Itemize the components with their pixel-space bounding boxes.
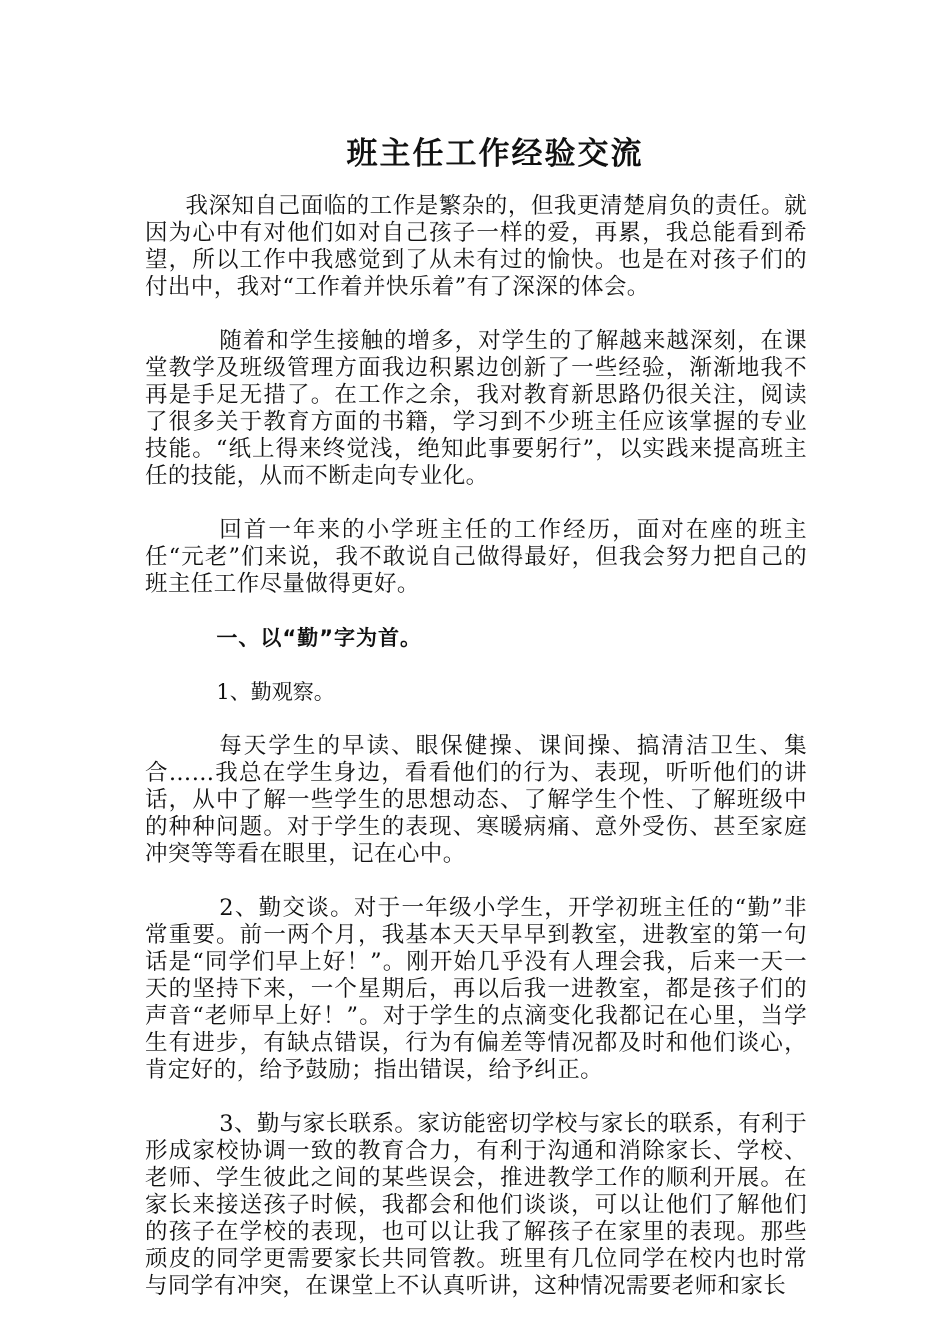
paragraph-talk: 2、勤交谈。对于一年级小学生，开学初班主任的“勤”非常重要。前一两个月，我基本天天早早到教室，进教室的第一句话是“同学们早上好！”。刚开始几乎没有人理会我，后来一天一天的坚持下来，一个星期后，再以后我一进教室，都是孩子们的声音“老师早上好！”。对于学生的点滴变化我都记在心里，当学生有进步，有缺点错误，行为有偏差等情况都及时和他们谈心，肯定好的，给予鼓励；指出错误，给予纠正。 (145, 895, 807, 1083)
paragraph-observe: 每天学生的早读、眼保健操、课间操、搞清洁卫生、集合……我总在学生身边，看看他们的行为、表现，听听他们的讲话，从中了解一些学生的思想动态、了解学生个性、了解班级中的种种问题。对于学生的表现、寒暖病痛、意外受伤、甚至家庭冲突等等看在眼里，记在心中。 (145, 733, 807, 867)
section-heading-diligence: 一、以“勤”字为首。 (216, 626, 422, 650)
paragraph-experience: 随着和学生接触的增多，对学生的了解越来越深刻，在课堂教学及班级管理方面我边积累边创新了一些经验，渐渐地我不再是手足无措了。在工作之余，我对教育新思路仍很关注，阅读了很多关于教育方面的书籍，学习到不少班主任应该掌握的专业技能。“纸上得来终觉浅，绝知此事要躬行”，以实践来提高班主任的技能，从而不断走向专业化。 (145, 328, 807, 489)
document-body (145, 193, 807, 1327)
paragraph-intro: 我深知自己面临的工作是繁杂的，但我更清楚肩负的责任。就因为心中有对他们如对自己孩子一样的爱，再累，我总能看到希望，所以工作中我感觉到了从未有过的愉快。也是在对孩子们的付出中，我对“工作着并快乐着”有了深深的体会。 (145, 193, 807, 300)
document-title: 班主任工作经验交流 (346, 136, 644, 172)
subheading-observe: 1、勤观察。 (216, 680, 335, 704)
paragraph-review: 回首一年来的小学班主任的工作经历，面对在座的班主任“元老”们来说，我不敢说自己做得最好，但我会努力把自己的班主任工作尽量做得更好。 (145, 517, 807, 597)
paragraph-parents: 3、勤与家长联系。家访能密切学校与家长的联系，有利于形成家校协调一致的教育合力，有利于沟通和消除家长、学校、老师、学生彼此之间的某些误会，推进教学工作的顺利开展。在家长来接送孩子时候，我都会和他们谈谈，可以让他们了解他们的孩子在学校的表现，也可以让我了解孩子在家里的表现。那些顽皮的同学更需要家长共同管教。班里有几位同学在校内也时常与同学有冲突，在课堂上不认真听讲，这种情况需要老师和家长 (145, 1111, 807, 1299)
